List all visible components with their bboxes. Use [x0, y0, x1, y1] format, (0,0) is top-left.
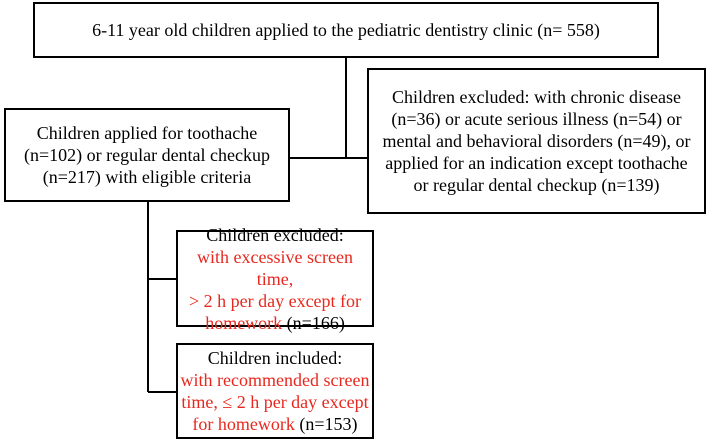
excluded-chronic-line-3: mental and behavioral disorders (n=49), or [382, 131, 691, 151]
excluded-screen-heading: Children excluded: [206, 224, 344, 245]
included-line-2: time, ≤ 2 h per day except [181, 392, 369, 412]
included-heading: Children included: [207, 348, 343, 368]
excluded-chronic-box [367, 68, 706, 214]
included-line-1: with recommended screen [180, 370, 370, 390]
eligible-line-1: Children applied for toothache [36, 123, 258, 143]
excluded-chronic-line-4: applied for an indication except toothache [385, 153, 688, 173]
excluded-screen-time-box [176, 224, 374, 333]
excluded-chronic-line-1: Children excluded: with chronic disease [392, 87, 681, 107]
eligible-line-2: (n=102) or regular dental checkup [23, 145, 271, 165]
excluded-screen-line-1: with excessive screen time, [197, 246, 353, 289]
excluded-chronic-line-5: or regular dental checkup (n=139) [413, 175, 660, 195]
excluded-screen-line-3: homework [205, 312, 283, 333]
excluded-chronic-line-2: (n=36) or acute serious illness (n=54) or [391, 109, 682, 129]
eligible-children-box [4, 108, 290, 202]
eligible-line-3: (n=217) with eligible criteria [42, 167, 252, 187]
initial-population-box [33, 2, 659, 58]
included-count: (n=153) [294, 414, 358, 434]
included-children-box [176, 343, 374, 439]
excluded-screen-count: (n=166) [282, 312, 345, 333]
initial-population-text: 6-11 year old children applied to the pediatric dentistry clinic (n= 558) [92, 20, 600, 40]
excluded-screen-line-2: > 2 h per day except for [188, 290, 362, 311]
included-line-3: for homework [192, 414, 295, 434]
